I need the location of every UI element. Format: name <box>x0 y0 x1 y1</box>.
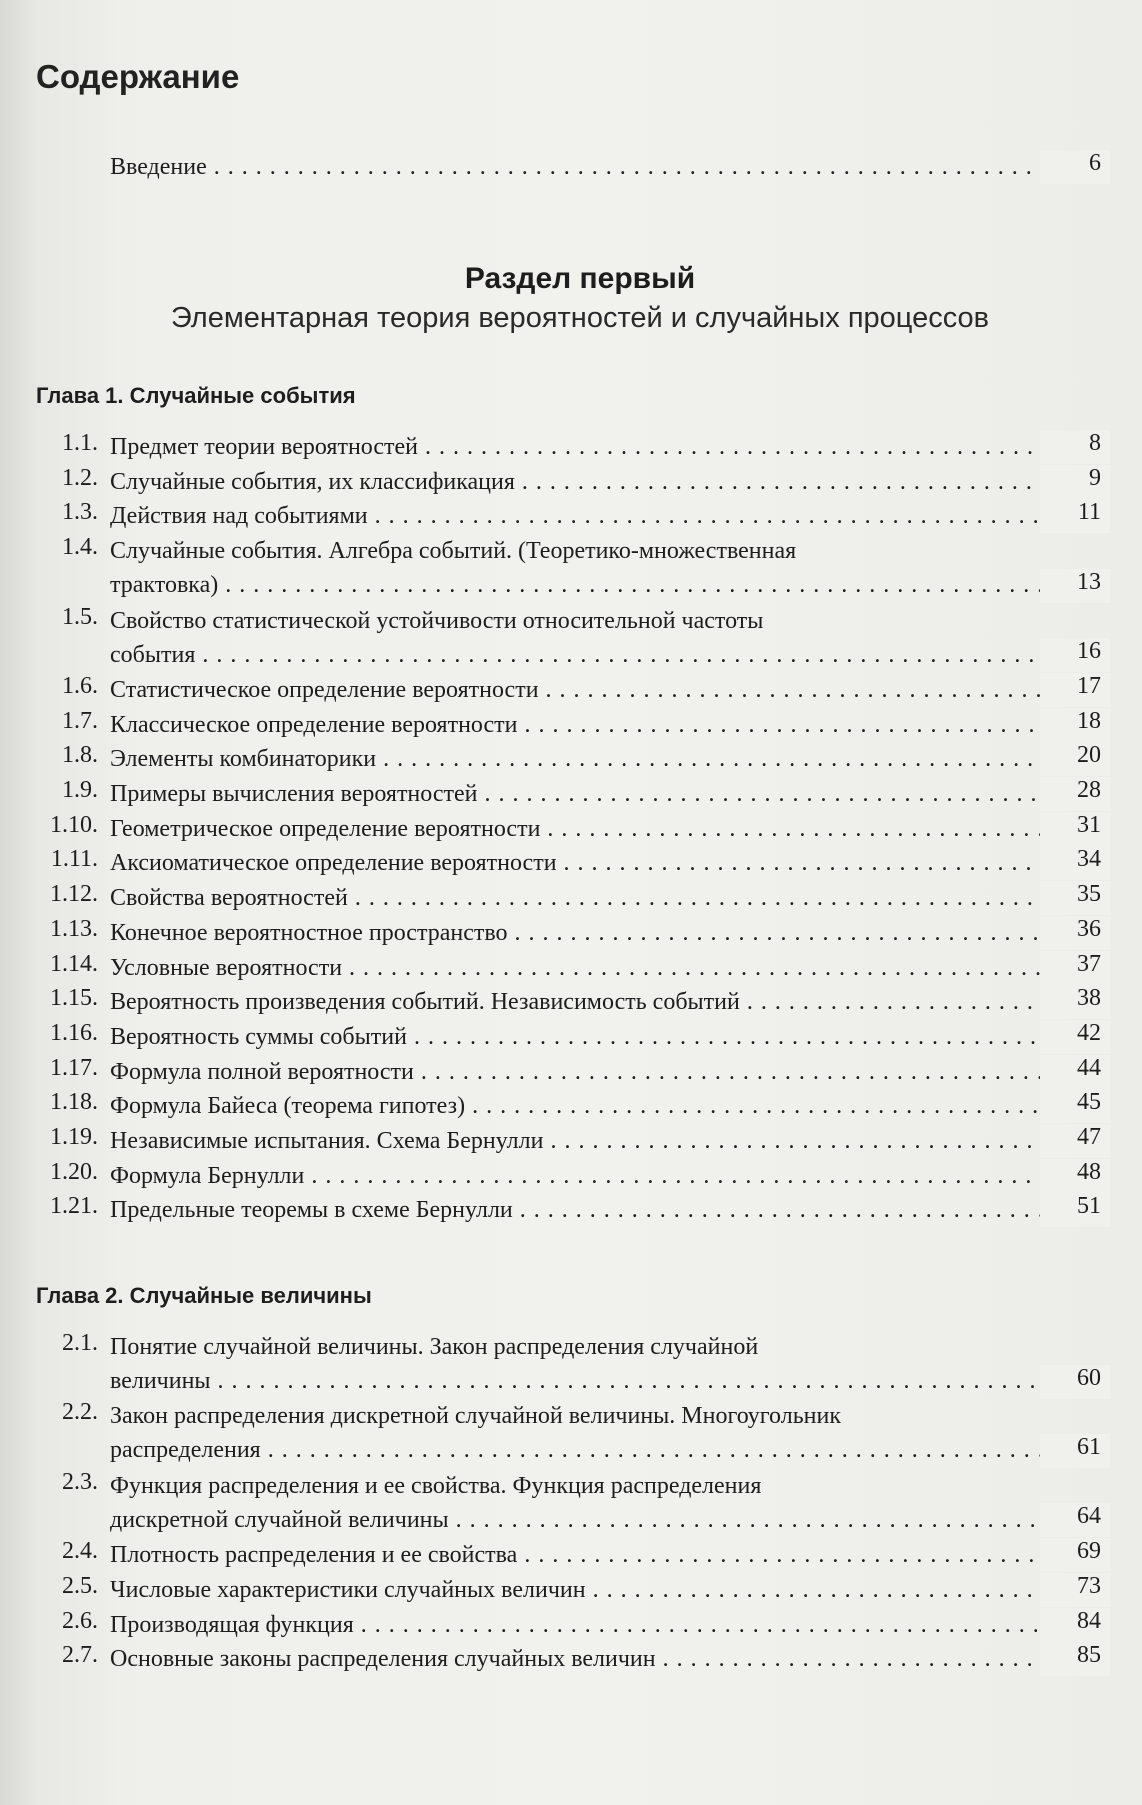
toc-entry-page: 38 <box>1077 985 1101 1012</box>
toc-entry-page: 9 <box>1089 464 1101 491</box>
toc-entry-line: Примеры вычисления вероятностей . . . <box>110 777 1045 811</box>
toc-entry-line: Плотность распределения и ее свойства . . . <box>110 1538 1045 1572</box>
toc-entry-text <box>110 916 1045 950</box>
toc-entry-text <box>110 985 1045 1019</box>
toc-entry-page: 8 <box>1089 430 1101 456</box>
toc-entry-text <box>110 1193 1045 1227</box>
toc-entry-line: Основные законы распределения случайных величин . . . <box>110 1642 1045 1676</box>
toc-entry-page: 34 <box>1077 846 1101 873</box>
toc-entry-number: 2.3. <box>62 1468 98 1495</box>
toc-entry-page: 60 <box>1077 1364 1101 1391</box>
toc-entry-number: 1.1. <box>62 430 98 456</box>
toc-entry-line: трактовка) . . . <box>110 568 1045 602</box>
toc-entry-page: 84 <box>1077 1607 1101 1634</box>
toc-entry-number: 1.4. <box>62 534 98 561</box>
toc-entry-number: 1.21. <box>50 1193 98 1220</box>
toc-entry-text <box>110 1469 1045 1537</box>
toc-entry-number: 1.19. <box>50 1124 98 1150</box>
toc-entry-line: Предельные теоремы в схеме Бернулли . . . <box>110 1193 1045 1227</box>
toc-entry-line: Введение . . . <box>110 150 1045 184</box>
toc-entry-line: Классическое определение вероятности . . . <box>110 708 1045 742</box>
toc-entry-line: Свойство статистической устойчивости относительной частоты <box>110 607 764 634</box>
toc-entry-page: 17 <box>1077 672 1101 699</box>
toc-entry-text <box>110 1573 1045 1607</box>
toc-entry-text <box>110 534 1045 602</box>
toc-entry-number: 2.4. <box>62 1538 98 1565</box>
toc-entry-number: 2.7. <box>62 1642 98 1669</box>
toc-entry-line: Закон распределения дискретной случайной величины. Многоугольник <box>110 1403 842 1430</box>
toc-entry-page: 48 <box>1077 1158 1101 1185</box>
toc-entry-page: 73 <box>1077 1572 1101 1599</box>
toc-entry-page: 61 <box>1077 1434 1101 1461</box>
toc-entry-text <box>110 1608 1045 1642</box>
toc-entry-line: Действия над событиями . . . <box>110 499 1045 533</box>
toc-entry-number: 1.3. <box>62 499 98 526</box>
toc-entry-line: Случайные события. Алгебра событий. (Теоретико-множественная <box>110 538 797 565</box>
toc-entry-text <box>110 1089 1045 1123</box>
toc-entry-number: 2.5. <box>62 1572 98 1599</box>
toc-entry-line: события . . . <box>110 638 1045 672</box>
toc-entry-page: 20 <box>1077 742 1101 769</box>
toc-entry-page: 37 <box>1077 950 1101 977</box>
toc-entry-number: 2.1. <box>62 1330 98 1356</box>
toc-entry-number: 1.16. <box>50 1019 98 1046</box>
toc-entry-number: 1.20. <box>50 1158 98 1185</box>
toc-entry-page: 45 <box>1077 1089 1101 1116</box>
toc-entry-line: Формула Байеса (теорема гипотез) . . . <box>110 1089 1045 1123</box>
toc-entry-line: Производящая функция . . . <box>110 1608 1045 1642</box>
toc-entry-number: 1.18. <box>50 1089 98 1116</box>
toc-entry-text <box>110 1124 1045 1158</box>
toc-entry-line: Понятие случайной величины. Закон распределения случайной <box>110 1334 759 1360</box>
toc-entry-number: 2.2. <box>62 1399 98 1426</box>
toc-entry-number: 1.7. <box>62 707 98 734</box>
section-subtitle: Элементарная теория вероятностей и случайных процессов <box>170 302 990 334</box>
toc-entry-line: Формула полной вероятности . . . <box>110 1055 1045 1089</box>
toc-entry-page: 85 <box>1077 1642 1101 1669</box>
toc-entry-line: Числовые характеристики случайных величин . . . <box>110 1573 1045 1607</box>
chapter-title: Глава 1. Случайные события <box>36 383 356 408</box>
toc-entry-number: 1.17. <box>50 1054 98 1081</box>
section-heading: Раздел первый <box>464 262 696 295</box>
toc-entry-line: величины . . . <box>110 1364 1045 1398</box>
toc-entry-text <box>110 604 1045 672</box>
toc-entry-line: Предмет теории вероятностей . . . <box>110 430 1045 464</box>
toc-entry-text <box>110 881 1045 915</box>
toc-entry-number: 2.6. <box>62 1607 98 1634</box>
toc-entry-text <box>110 1159 1045 1193</box>
toc-entry-text <box>110 812 1045 846</box>
toc-entry-line: Аксиоматическое определение вероятности . . . <box>110 846 1045 880</box>
toc-entry-text <box>110 1642 1045 1676</box>
toc-entry-text <box>110 1538 1045 1572</box>
toc-entry-page: 44 <box>1077 1054 1101 1081</box>
toc-entry-text <box>110 777 1045 811</box>
toc-entry-number: 1.2. <box>62 464 98 491</box>
page-title: Содержание <box>36 58 240 95</box>
toc-entry-line: Функция распределения и ее свойства. Функция распределения <box>110 1472 762 1499</box>
toc-entry-line: Случайные события, их классификация . . . <box>110 465 1045 499</box>
toc-entry-line: дискретной случайной величины . . . <box>110 1503 1045 1537</box>
toc-entry-number: 1.5. <box>62 603 98 630</box>
toc-entry-page: 11 <box>1077 499 1101 526</box>
toc-entry-page: 13 <box>1077 568 1101 595</box>
toc-entry-page: 18 <box>1077 707 1101 734</box>
toc-entry-line: Независимые испытания. Схема Бернулли . . . <box>110 1124 1045 1158</box>
toc-entry-line: Условные вероятности . . . <box>110 951 1045 985</box>
toc-entry-line: Формула Бернулли . . . <box>110 1159 1045 1193</box>
toc-entry-number: 1.10. <box>50 811 98 838</box>
toc-entry-page: 64 <box>1077 1503 1101 1530</box>
toc-entry-page: 16 <box>1077 638 1101 665</box>
toc-entry-text <box>110 708 1045 742</box>
toc-entry-number: 1.13. <box>50 915 98 942</box>
toc-entry-number: 1.15. <box>50 985 98 1012</box>
toc-entry-text <box>110 1055 1045 1089</box>
toc-entry-text <box>110 742 1045 776</box>
toc-entry-text <box>110 1399 1045 1467</box>
toc-entry-line: Свойства вероятностей . . . <box>110 881 1045 915</box>
toc-entry-text <box>110 499 1045 533</box>
toc-entry-page: 28 <box>1077 777 1101 803</box>
toc-entry-text <box>110 673 1045 707</box>
toc-entry-page: 51 <box>1077 1193 1101 1220</box>
toc-entry-line: Вероятность произведения событий. Независимость событий . . . <box>110 985 1045 1019</box>
toc-entry-number: 1.12. <box>50 881 98 908</box>
toc-entry-line: Геометрическое определение вероятности . . . <box>110 812 1045 846</box>
toc-entry-page: 69 <box>1077 1538 1101 1565</box>
toc-entry-number: 1.14. <box>50 950 98 977</box>
toc-entry-text <box>110 846 1045 880</box>
toc-entry-text <box>110 1020 1045 1054</box>
toc-entry-number: 1.9. <box>62 777 98 803</box>
toc-entry-page: 6 <box>1089 150 1101 176</box>
toc-entry-number: 1.8. <box>62 742 98 769</box>
toc-entry-line: Вероятность суммы событий . . . <box>110 1020 1045 1054</box>
toc-entry-text <box>110 1330 1045 1398</box>
toc-entry-page: 35 <box>1077 881 1101 908</box>
toc-entry-page: 47 <box>1077 1124 1101 1150</box>
chapter-title: Глава 2. Случайные величины <box>36 1283 372 1308</box>
toc-entry-page: 42 <box>1077 1019 1101 1046</box>
toc-entry-line: распределения . . . <box>110 1433 1045 1467</box>
toc-entry-text <box>110 150 1045 184</box>
toc-entry-line: Элементы комбинаторики . . . <box>110 742 1045 776</box>
toc-entry-text <box>110 465 1045 499</box>
toc-entry-number: 1.11. <box>50 846 98 873</box>
toc-entry-line: Конечное вероятностное пространство . . . <box>110 916 1045 950</box>
toc-entry-page: 36 <box>1077 915 1101 942</box>
toc-entry-line: Статистическое определение вероятности . . . <box>110 673 1045 707</box>
toc-entry-text <box>110 430 1045 464</box>
toc-entry-number: 1.6. <box>62 672 98 699</box>
toc-entry-page: 31 <box>1077 811 1101 838</box>
toc-entry-text <box>110 951 1045 985</box>
